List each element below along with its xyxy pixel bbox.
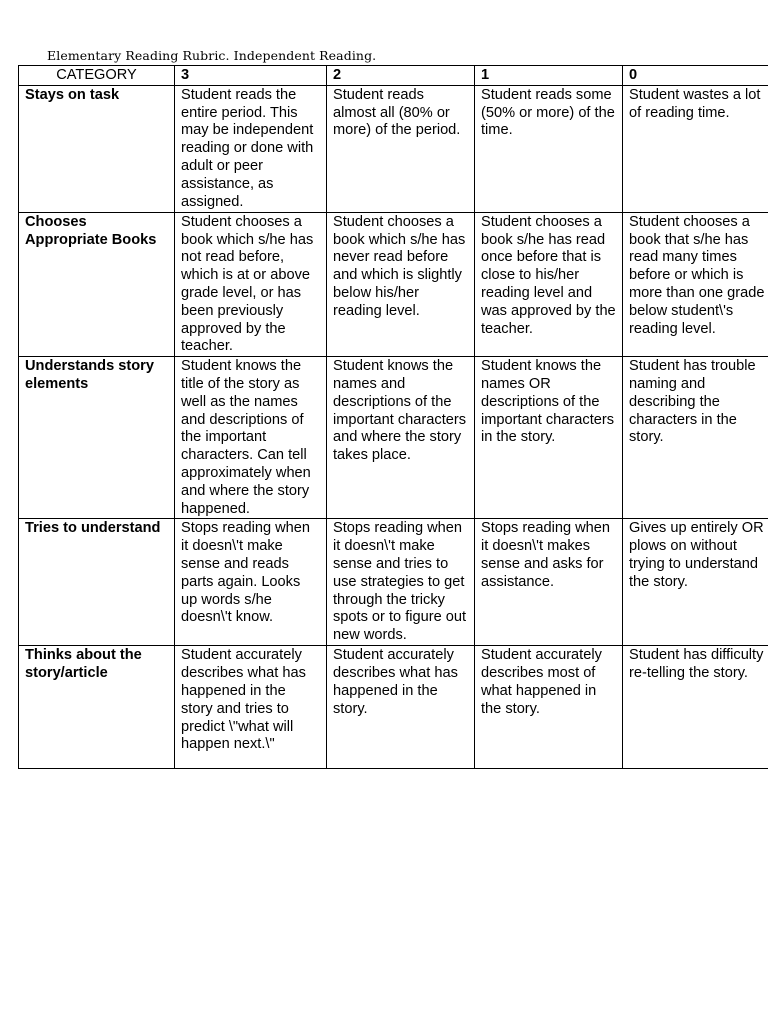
criteria-cell: Student reads some (50% or more) of the time. <box>475 85 623 212</box>
criteria-cell: Student accurately describes what has happened in the story. <box>327 646 475 769</box>
category-cell: Understands story elements <box>19 357 175 519</box>
header-score-0: 0 <box>623 66 768 86</box>
criteria-cell: Student accurately describes most of what happened in the story. <box>475 646 623 769</box>
criteria-cell: Student has difficulty re-telling the story. <box>623 646 768 769</box>
criteria-cell: Student chooses a book that s/he has read many times before or which is more than one grade below student\'s reading level. <box>623 212 768 356</box>
criteria-cell: Student chooses a book which s/he has not read before, which is at or above grade level, or has been previously approved by the teacher. <box>175 212 327 356</box>
criteria-cell: Student chooses a book s/he has read once before that is close to his/her reading level and was approved by the teacher. <box>475 212 623 356</box>
criteria-cell: Student has trouble naming and describing the characters in the story. <box>623 357 768 519</box>
criteria-cell: Stops reading when it doesn\'t make sense and tries to use strategies to get through the tricky spots or to figure out new words. <box>327 519 475 646</box>
table-row <box>19 519 768 646</box>
header-score-2: 2 <box>327 66 475 86</box>
criteria-cell: Student knows the names and descriptions of the important characters and where the story takes place. <box>327 357 475 519</box>
criteria-cell: Student knows the names OR descriptions of the important characters in the story. <box>475 357 623 519</box>
category-cell: Stays on task <box>19 85 175 212</box>
category-cell: Thinks about the story/article <box>19 646 175 769</box>
criteria-cell: Gives up entirely OR plows on without trying to understand the story. <box>623 519 768 646</box>
header-score-3: 3 <box>175 66 327 86</box>
document-title: Elementary Reading Rubric. Independent Reading. <box>47 48 377 63</box>
header-score-1: 1 <box>475 66 623 86</box>
header-row <box>19 66 768 86</box>
table-row <box>19 646 768 769</box>
criteria-cell: Student wastes a lot of reading time. <box>623 85 768 212</box>
criteria-cell: Student accurately describes what has happened in the story and tries to predict \"what will happen next.\" <box>175 646 327 769</box>
criteria-cell: Student reads almost all (80% or more) of the period. <box>327 85 475 212</box>
table-row <box>19 212 768 356</box>
category-cell: Chooses Appropriate Books <box>19 212 175 356</box>
criteria-cell: Student knows the title of the story as well as the names and descriptions of the important characters. Can tell approximately when and where the story happened. <box>175 357 327 519</box>
criteria-cell: Stops reading when it doesn\'t make sense and reads parts again. Looks up words s/he doesn\'t know. <box>175 519 327 646</box>
table-row <box>19 85 768 212</box>
rubric-table <box>18 65 768 769</box>
table-row <box>19 357 768 519</box>
criteria-cell: Student chooses a book which s/he has never read before and which is slightly below his/her reading level. <box>327 212 475 356</box>
category-cell: Tries to understand <box>19 519 175 646</box>
criteria-cell: Student reads the entire period. This may be independent reading or done with adult or peer assistance, as assigned. <box>175 85 327 212</box>
criteria-cell: Stops reading when it doesn\'t makes sense and asks for assistance. <box>475 519 623 646</box>
header-category: CATEGORY <box>19 66 175 86</box>
